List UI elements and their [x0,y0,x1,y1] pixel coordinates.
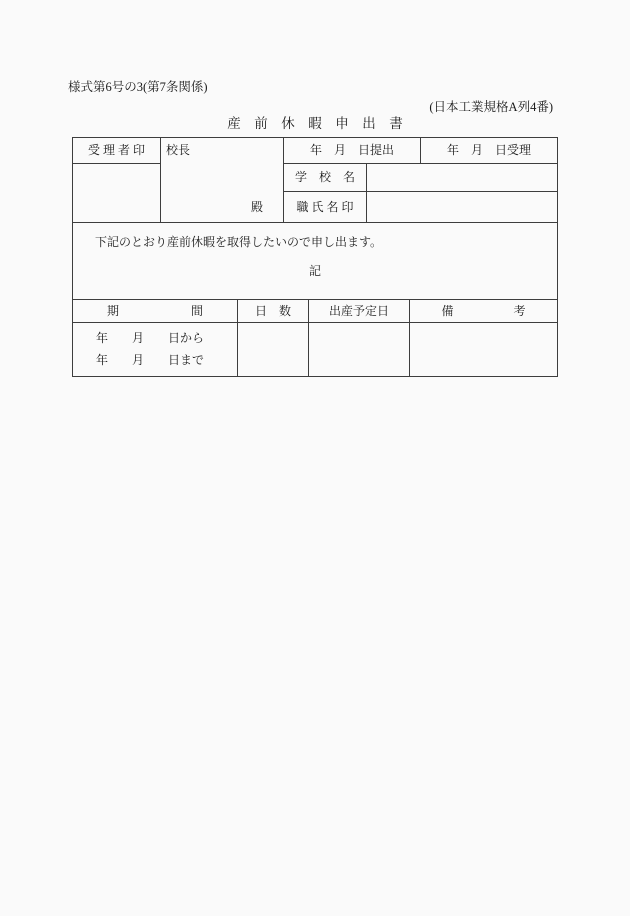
days-header-label: 日 数 [254,303,291,318]
form-number: 様式第6号の3(第7条関係) [68,80,208,94]
statement-text: 下記のとおり産前休暇を取得したいので申し出ます。 [95,235,383,249]
due-date-header-cell [309,300,410,323]
receipt-seal-area [73,164,161,223]
period-from: 年 月 日から [96,331,205,345]
receive-date-label: 年 月 日受理 [446,143,531,157]
school-name-label: 学 校 名 [294,170,355,184]
period-header-label: 期 間 [106,303,203,318]
addressee-title: 校長 [166,143,191,157]
days-value-cell [238,323,309,376]
paper-standard-note: (日本工業規格A列4番) [429,100,553,114]
document-title: 産 前 休 暇 申 出 書 [227,116,403,131]
addressee-honorific: 殿 [250,200,263,214]
period-value-cell [73,323,238,376]
days-header-cell [238,300,309,323]
name-seal-value-cell [367,192,557,223]
receive-date-cell [421,138,557,164]
remarks-value-cell [410,323,557,376]
school-name-label-cell [284,164,367,192]
receipt-seal-header-cell [73,138,161,164]
due-date-header-label: 出産予定日 [328,303,389,318]
statement-cell [73,223,557,300]
due-date-value-cell [309,323,410,376]
remarks-header-label: 備 考 [441,303,526,318]
period-to: 年 月 日まで [96,353,205,367]
name-seal-label-cell [284,192,367,223]
addressee-cell [161,138,284,223]
name-seal-label: 職 氏 名 印 [296,199,354,214]
period-header-cell [73,300,238,323]
record-heading: 記 [308,264,321,278]
school-name-value-cell [367,164,557,192]
submit-date-label: 年 月 日提出 [309,143,394,157]
receipt-seal-label: 受 理 者 印 [87,143,145,157]
application-form-table [72,137,558,377]
remarks-header-cell [410,300,557,323]
submit-date-cell [284,138,421,164]
